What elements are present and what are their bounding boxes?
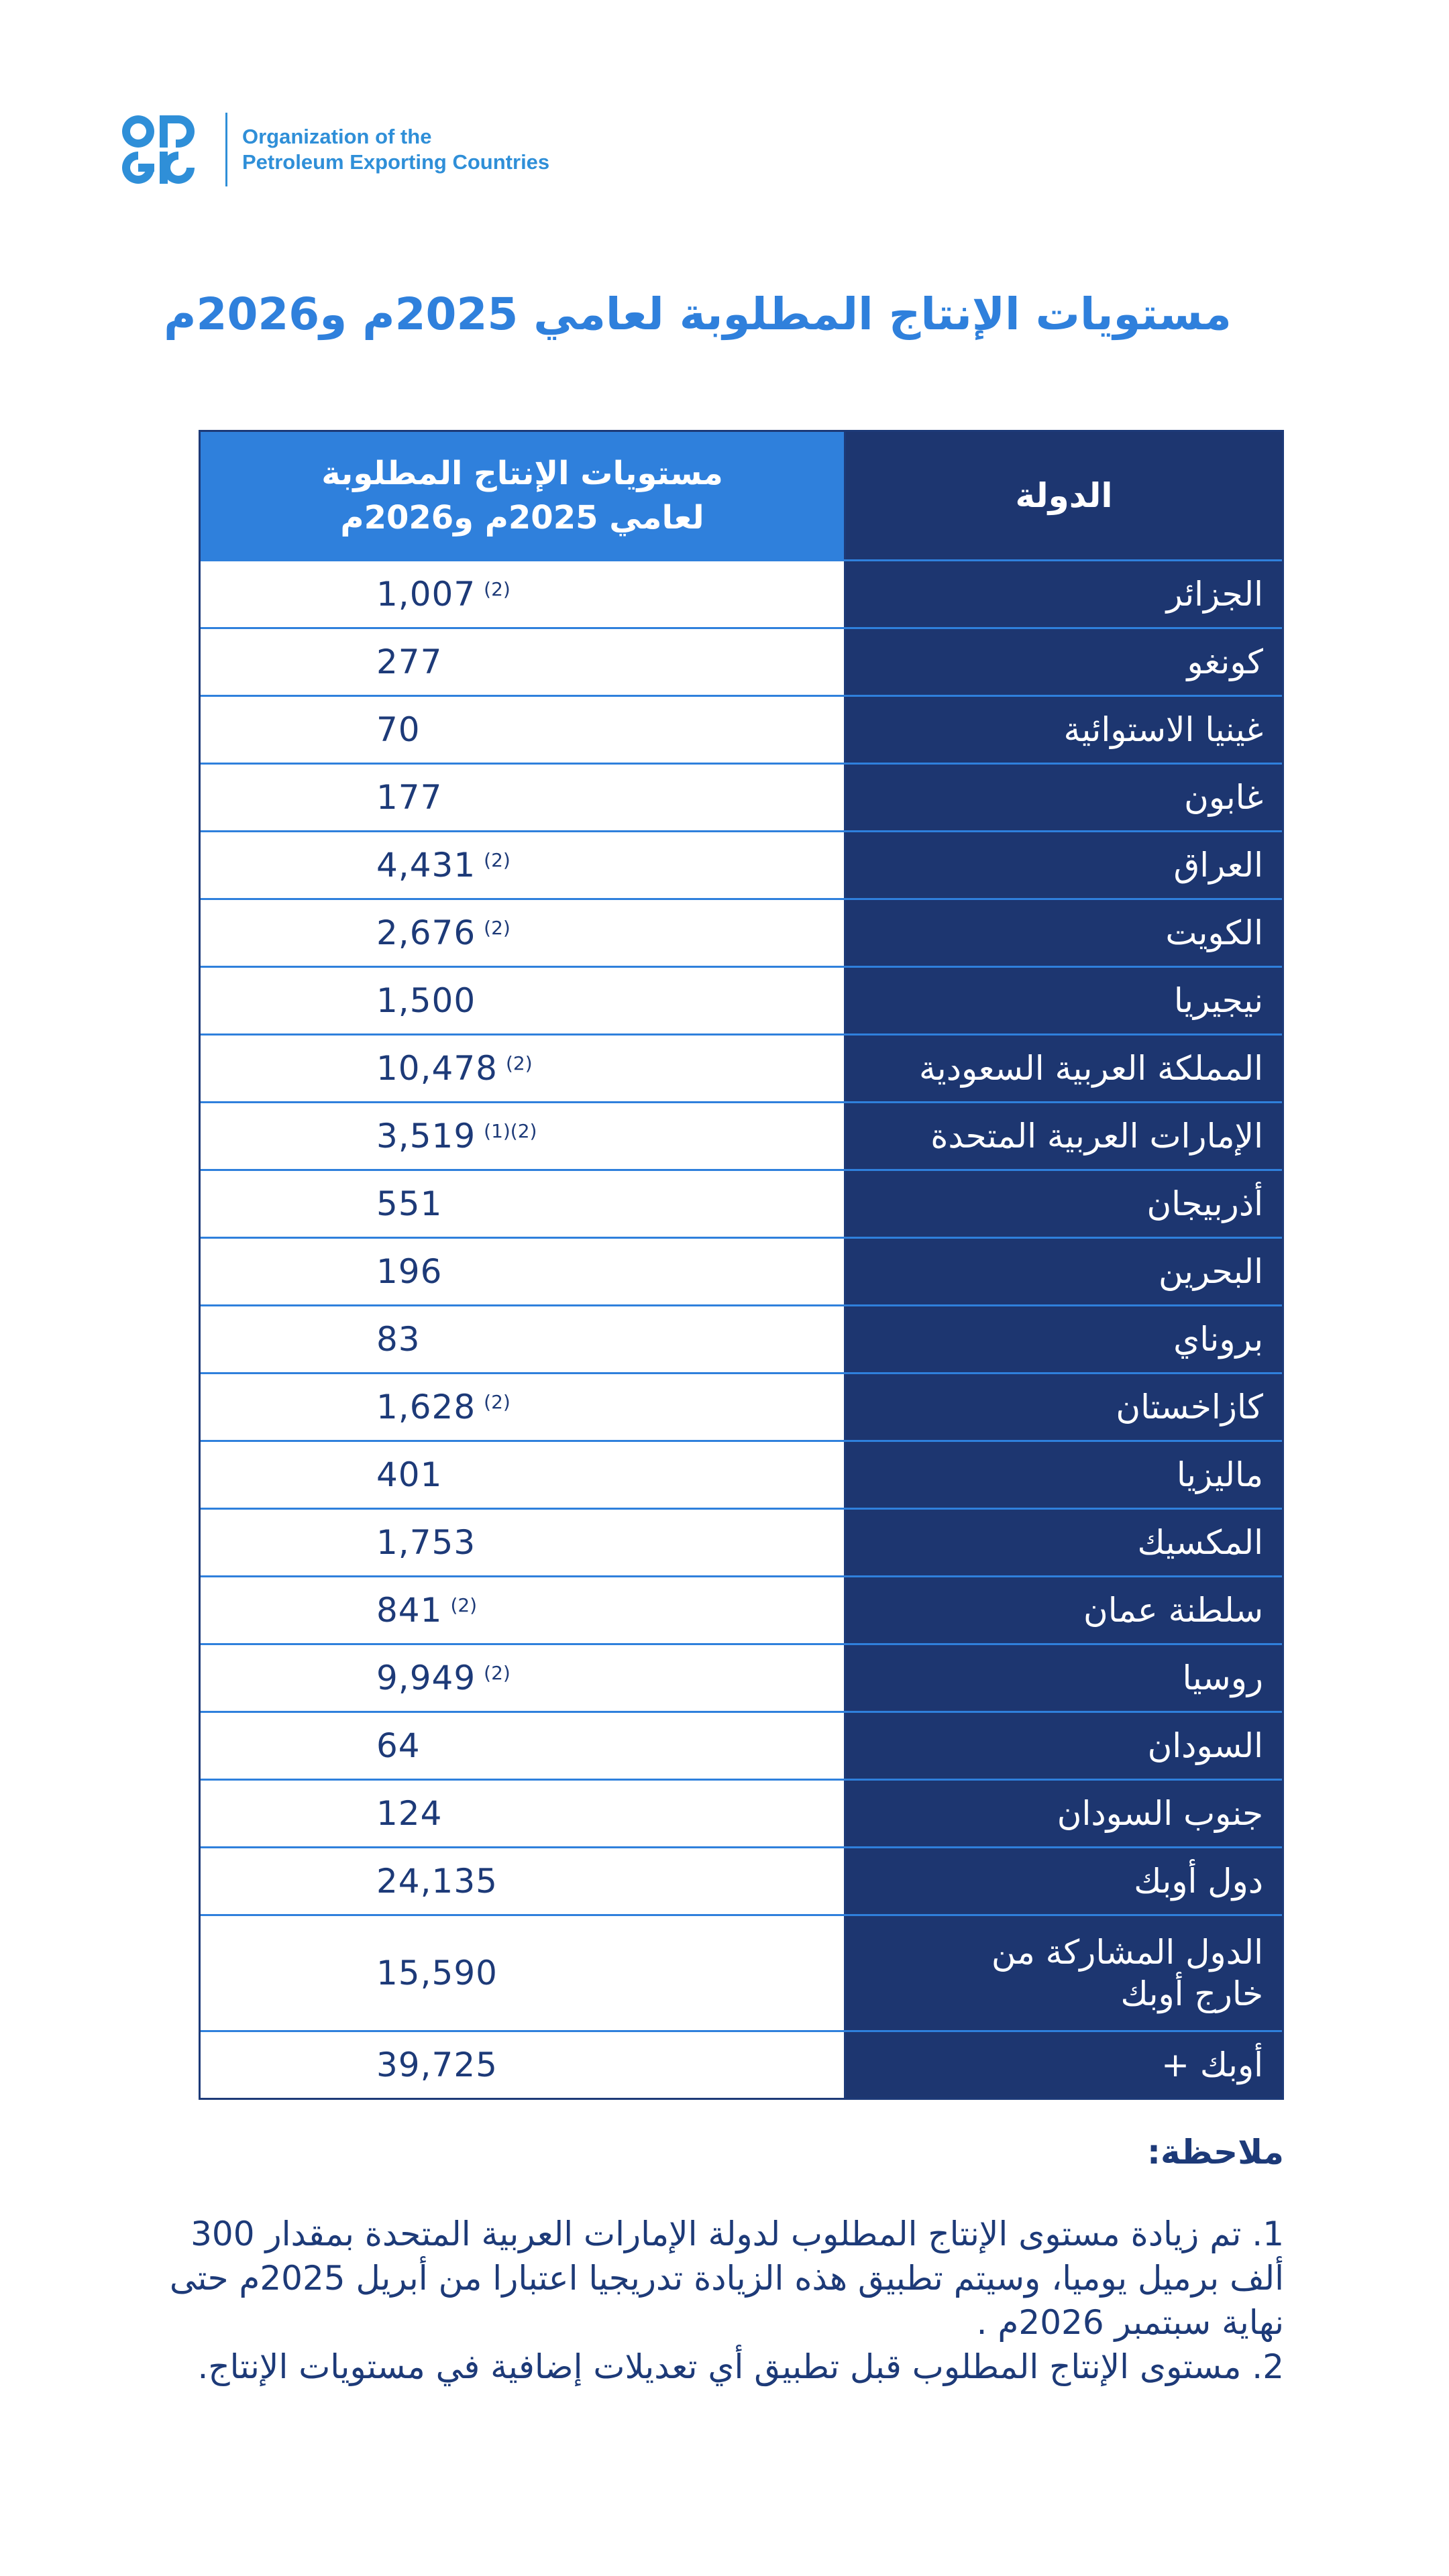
country-name-text: البحرين	[1158, 1252, 1263, 1291]
table-row	[201, 1711, 1282, 1779]
production-value	[201, 1171, 846, 1237]
logo-divider	[225, 113, 227, 186]
table-row	[201, 830, 1282, 898]
production-value	[201, 629, 846, 695]
table-row	[201, 1643, 1282, 1711]
country-name	[846, 561, 1282, 627]
table-row	[201, 2030, 1282, 2098]
production-value-text: 15,590	[376, 1954, 498, 1993]
production-value-text: 3,519	[376, 1117, 476, 1156]
column-header-country: الدولة	[846, 432, 1282, 559]
country-name	[846, 1645, 1282, 1711]
country-name	[846, 832, 1282, 898]
table-row	[201, 898, 1282, 966]
production-value	[201, 1442, 846, 1508]
production-value-text: 70	[376, 710, 421, 749]
table-row	[201, 1304, 1282, 1372]
production-value	[201, 1374, 846, 1440]
production-value	[201, 697, 846, 763]
production-value	[201, 1510, 846, 1575]
production-value-text: 64	[376, 1726, 421, 1765]
column-header-levels-line-1: مستويات الإنتاج المطلوبة	[321, 455, 723, 492]
table-row	[201, 966, 1282, 1033]
country-name	[846, 900, 1282, 966]
country-name-text: كونغو	[1187, 642, 1263, 681]
table-row	[201, 559, 1282, 627]
notes-title: ملاحظة:	[1147, 2133, 1284, 2172]
production-value	[201, 900, 846, 966]
country-name-text: الإمارات العربية المتحدة	[930, 1117, 1263, 1156]
production-value	[201, 765, 846, 830]
country-name-text: كازاخستان	[1116, 1388, 1263, 1426]
table-row	[201, 1440, 1282, 1508]
country-name	[846, 1510, 1282, 1575]
country-name	[846, 1103, 1282, 1169]
org-name-line-1: Organization of the	[242, 125, 432, 148]
production-value-text: 10,478	[376, 1049, 498, 1088]
country-name-text: الكويت	[1165, 913, 1263, 952]
footnote-marker: (2)	[484, 916, 511, 939]
table-row	[201, 1575, 1282, 1643]
production-value-text: 401	[376, 1455, 443, 1494]
footnote-marker: (2)	[484, 577, 511, 600]
page-title: مستويات الإنتاج المطلوبة لعامي 2025م و2026م	[164, 288, 1232, 340]
table-row	[201, 1101, 1282, 1169]
country-name	[846, 697, 1282, 763]
production-value-text: 4,431	[376, 846, 476, 885]
production-value-text: 9,949	[376, 1659, 476, 1697]
footnote-marker: (2)	[484, 848, 511, 871]
production-value-text: 39,725	[376, 2046, 498, 2084]
note-2: 2. مستوى الإنتاج المطلوب قبل تطبيق أي تعديلات إضافية في مستويات الإنتاج.	[197, 2347, 1284, 2386]
production-value-text: 177	[376, 778, 443, 817]
country-name-text: بروناي	[1173, 1320, 1263, 1359]
production-value	[201, 561, 846, 627]
organization-name	[242, 124, 549, 175]
table-row	[201, 1779, 1282, 1846]
footnote-marker: (2)	[505, 1052, 533, 1074]
production-value	[201, 1848, 846, 1914]
production-value	[201, 1239, 846, 1304]
table-row	[201, 1237, 1282, 1304]
country-name-text: أذربيجان	[1146, 1184, 1263, 1223]
production-value-text: 1,007	[376, 575, 476, 614]
footnote-marker: (2)	[484, 1390, 511, 1413]
country-name-text: أوبك +	[1161, 2046, 1263, 2084]
country-name	[846, 968, 1282, 1033]
opec-logo-icon	[119, 113, 200, 186]
notes-section	[157, 2133, 1284, 2389]
country-name	[846, 1035, 1282, 1101]
production-value	[201, 1035, 846, 1101]
production-value-text: 2,676	[376, 913, 476, 952]
country-name	[846, 629, 1282, 695]
production-value	[201, 1781, 846, 1846]
production-value-text: 1,500	[376, 981, 476, 1020]
table-row	[201, 1033, 1282, 1101]
production-value	[201, 968, 846, 1033]
country-name-text: دول أوبك	[1134, 1862, 1263, 1901]
production-value-text: 124	[376, 1794, 443, 1833]
table-row	[201, 763, 1282, 830]
production-value	[201, 2032, 846, 2098]
country-name-text: السودان	[1147, 1726, 1263, 1765]
production-levels-table	[199, 430, 1284, 2100]
country-name-text: جنوب السودان	[1057, 1794, 1263, 1833]
column-header-levels-line-2: لعامي 2025م و2026م	[340, 499, 704, 537]
production-value	[201, 1916, 846, 2030]
production-value-text: 83	[376, 1320, 421, 1359]
country-name	[846, 1374, 1282, 1440]
country-name	[846, 765, 1282, 830]
country-name-text: المكسيك	[1137, 1523, 1263, 1562]
opec-logo	[119, 113, 549, 186]
production-value-text: 1,753	[376, 1523, 476, 1562]
production-value	[201, 1306, 846, 1372]
country-name	[846, 1442, 1282, 1508]
production-value	[201, 832, 846, 898]
note-1: 1. تم زيادة مستوى الإنتاج المطلوب لدولة الإمارات العربية المتحدة بمقدار 300 ألف برميل يوميا، وسيتم تطبيق هذه الزيادة تدريجيا اعتبارا من أبريل 2025م حتى نهاية سبتمبر 2026م .	[169, 2215, 1284, 2342]
country-name-text: نيجيريا	[1173, 981, 1263, 1020]
country-name-text: روسيا	[1182, 1659, 1263, 1697]
production-value-text: 1,628	[376, 1388, 476, 1426]
table-row	[201, 695, 1282, 763]
table-row	[201, 1169, 1282, 1237]
production-value	[201, 1577, 846, 1643]
table-row	[201, 627, 1282, 695]
country-name	[846, 1848, 1282, 1914]
production-value	[201, 1645, 846, 1711]
country-name	[846, 1239, 1282, 1304]
table-row	[201, 1914, 1282, 2030]
country-name-text: غابون	[1184, 778, 1263, 817]
production-value	[201, 1103, 846, 1169]
production-value-text: 24,135	[376, 1862, 498, 1901]
country-name-text: الجزائر	[1166, 575, 1263, 614]
country-name-text: الدول المشاركة من خارج أوبك	[991, 1933, 1263, 2013]
country-name	[846, 2032, 1282, 2098]
table-row	[201, 1508, 1282, 1575]
table-row	[201, 1372, 1282, 1440]
table-row	[201, 1846, 1282, 1914]
country-name	[846, 1713, 1282, 1779]
footnote-marker: (2)	[450, 1593, 478, 1616]
country-name-text: المملكة العربية السعودية	[918, 1049, 1263, 1088]
country-name	[846, 1306, 1282, 1372]
production-value	[201, 1713, 846, 1779]
production-value-text: 277	[376, 642, 443, 681]
org-name-line-2: Petroleum Exporting Countries	[242, 150, 550, 174]
country-name	[846, 1781, 1282, 1846]
country-name-text: سلطنة عمان	[1083, 1591, 1263, 1630]
footnote-marker: (1)(2)	[484, 1119, 537, 1142]
production-value-text: 841	[376, 1591, 443, 1630]
country-name-text: ماليزيا	[1176, 1455, 1263, 1494]
table-header-row	[201, 432, 1282, 559]
country-name-text: العراق	[1173, 846, 1263, 885]
country-name	[846, 1916, 1282, 2030]
column-header-levels	[201, 432, 846, 559]
country-name	[846, 1577, 1282, 1643]
country-name-text: غينيا الاستوائية	[1063, 710, 1263, 749]
production-value-text: 551	[376, 1184, 443, 1223]
country-name	[846, 1171, 1282, 1237]
production-value-text: 196	[376, 1252, 443, 1291]
footnote-marker: (2)	[484, 1661, 511, 1684]
